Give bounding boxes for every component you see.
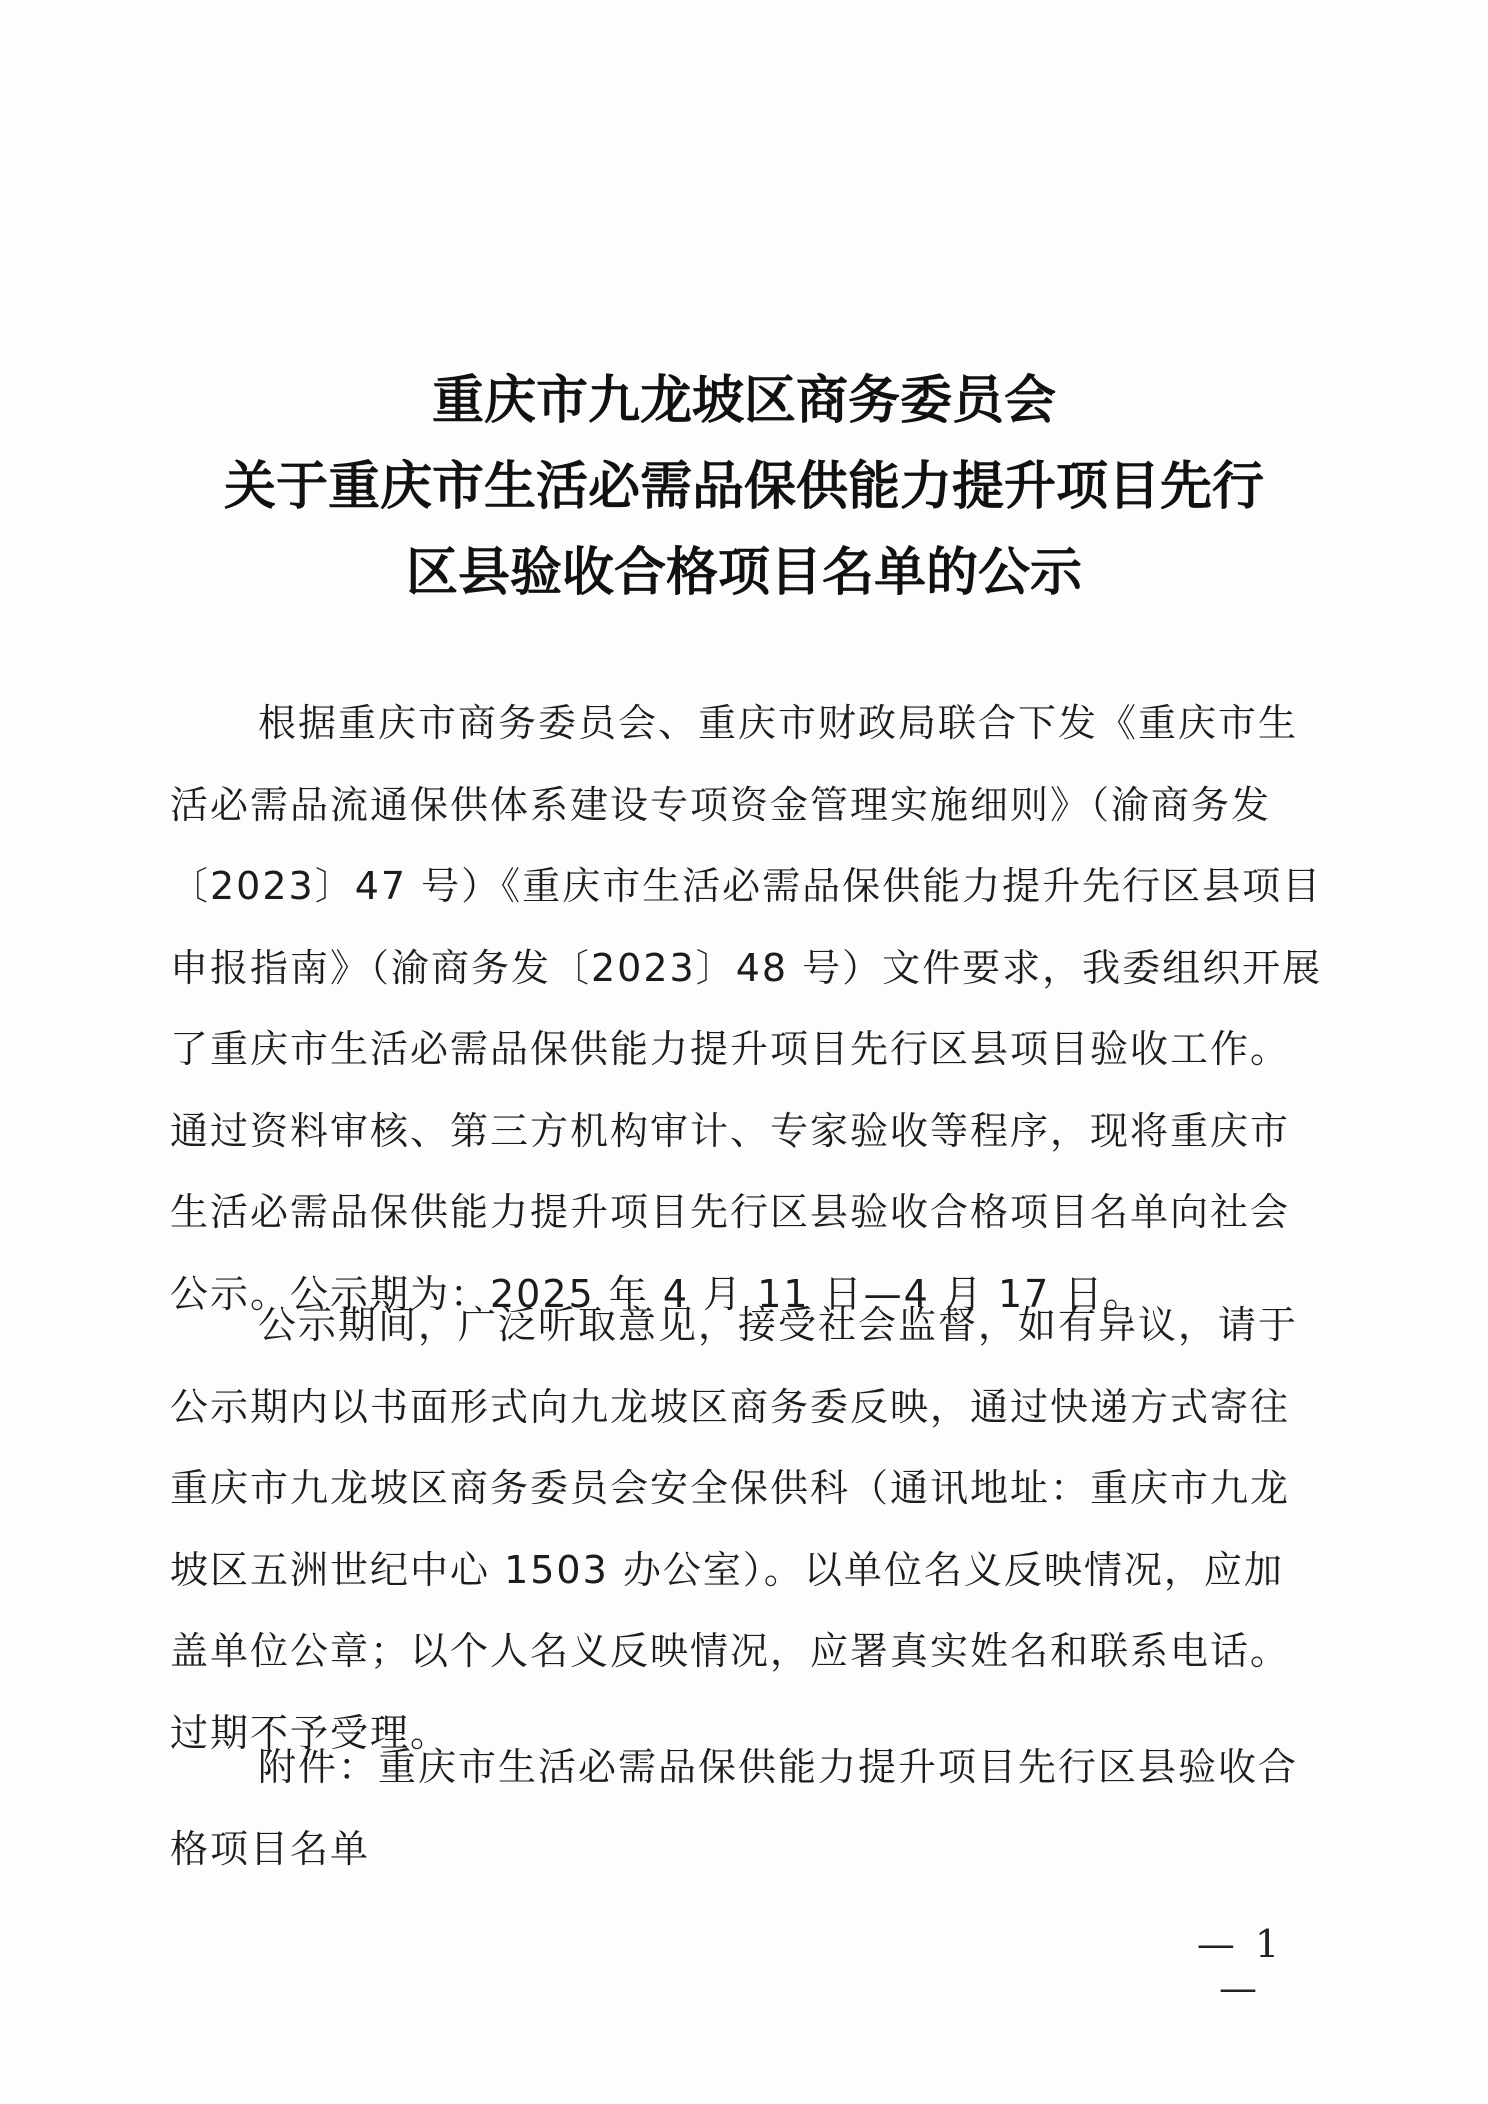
paragraph-attachment [170,1727,1330,1890]
text-line: 〔2023〕47 号）《重庆市生活必需品保供能力提升先行区县项目 [170,864,1323,908]
title-line-2: 关于重庆市生活必需品保供能力提升项目先行 [223,456,1264,517]
text-line: 盖单位公章；以个人名义反映情况，应署真实姓名和联系电话。 [170,1629,1291,1673]
text-line: 申报指南》（渝商务发〔2023〕48 号）文件要求，我委组织开展 [170,945,1323,990]
title-line-3: 区县验收合格项目名单的公示 [405,542,1082,603]
text-line: 根据重庆市商务委员会、重庆市财政局联合下发《重庆市生 [258,701,1299,745]
text-line: 公示。公示期为：2025 年 4 月 11 日—4 月 17 日。 [170,1271,1145,1316]
paragraph-objection-procedure [170,1285,1330,1774]
text-line: 附件：重庆市生活必需品保供能力提升项目先行区县验收合 [258,1745,1299,1789]
text-line: 公示期内以书面形式向九龙坡区商务委反映，通过快递方式寄往 [170,1384,1291,1429]
paragraph-basis [170,683,1330,1335]
text-line: 生活必需品保供能力提升项目先行区县验收合格项目名单向社会 [170,1190,1291,1234]
text-line: 过期不予受理。 [170,1710,451,1755]
text-line: 活必需品流通保供体系建设专项资金管理实施细则》（渝商务发 [170,782,1272,827]
text-line: 重庆市九龙坡区商务委员会安全保供科（通讯地址：重庆市九龙 [170,1466,1291,1510]
page-number: — 1 — [1196,1922,1284,2010]
text-line: 公示期间，广泛听取意见，接受社会监督，如有异议，请于 [258,1303,1299,1347]
text-line: 通过资料审核、第三方机构审计、专家验收等程序，现将重庆市 [170,1108,1291,1153]
text-line: 了重庆市生活必需品保供能力提升项目先行区县项目验收工作。 [170,1027,1291,1071]
document-title [0,358,1488,616]
title-line-1: 重庆市九龙坡区商务委员会 [431,370,1056,431]
text-line: 格项目名单 [170,1826,371,1871]
text-line: 坡区五洲世纪中心 1503 办公室）。以单位名义反映情况，应加 [170,1547,1284,1592]
